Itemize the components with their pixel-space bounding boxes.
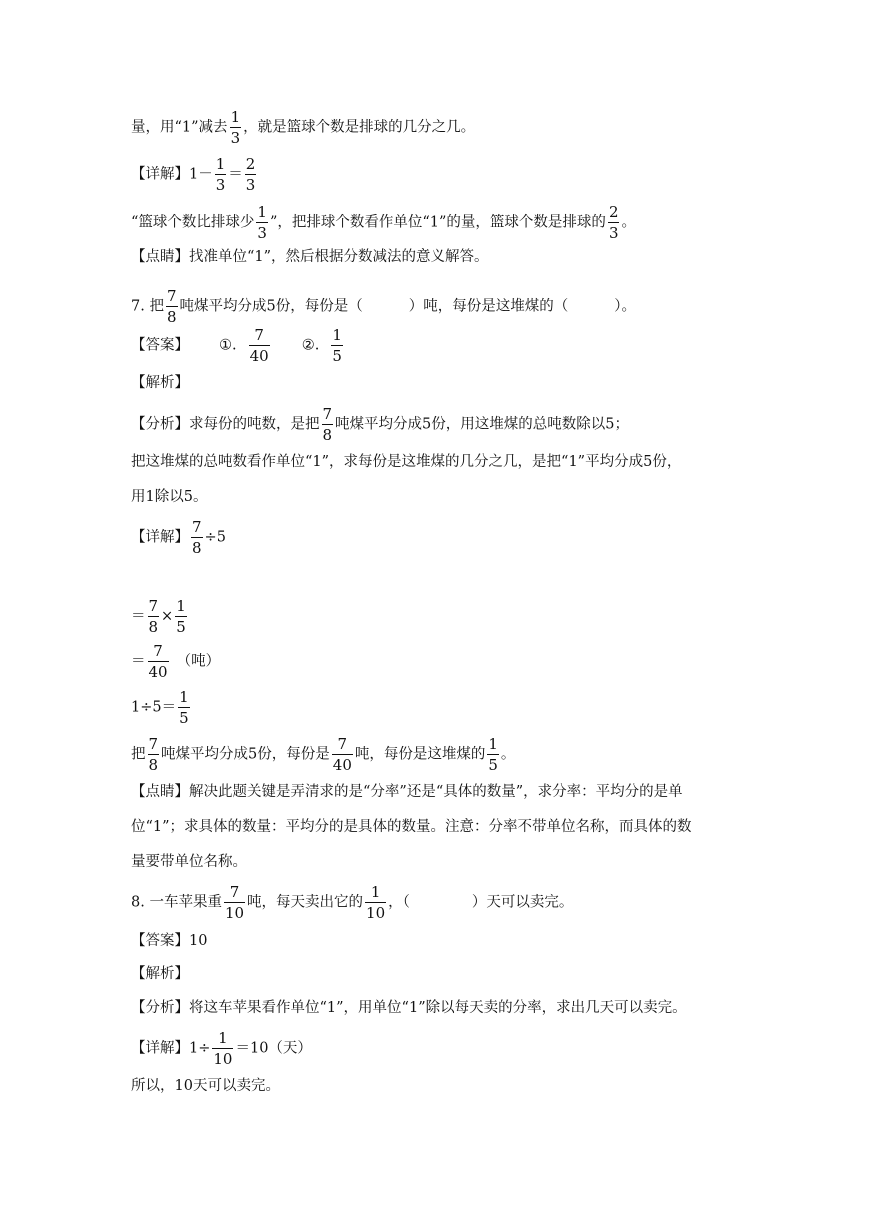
denominator: 3 — [608, 224, 619, 242]
numerator: 7 — [148, 735, 159, 753]
text: 把 — [131, 746, 146, 763]
denominator: 10 — [366, 904, 386, 922]
fraction — [365, 883, 386, 922]
numerator: 7 — [229, 883, 240, 901]
denominator: 3 — [215, 176, 226, 194]
text: 。 — [621, 214, 636, 231]
fraction — [148, 597, 160, 636]
numerator: 1 — [332, 326, 342, 344]
numerator: 1 — [488, 735, 498, 753]
detail-line — [131, 518, 226, 557]
fraction — [148, 642, 169, 681]
text: 解决此题关键是弄清求的是“分率”还是“具体的数量”，求分率：平均分的是单 — [189, 784, 683, 800]
text: 吨，每份是这堆煤的 — [354, 746, 486, 763]
fraction — [245, 155, 257, 194]
text: 找准单位“1”，然后根据分数减法的意义解答。 — [189, 249, 489, 265]
fraction — [215, 155, 227, 194]
key-point-line — [131, 247, 489, 267]
step-line — [131, 597, 189, 636]
section-tag: 【详解】 — [131, 529, 189, 546]
analysis-line — [131, 405, 629, 444]
denominator: 5 — [176, 618, 186, 636]
numerator: 7 — [148, 597, 159, 615]
text-line — [131, 203, 636, 242]
numerator: 2 — [608, 203, 619, 221]
text: 吨煤平均分成5份，每份是 — [161, 746, 330, 763]
section-tag: 【点睛】 — [131, 249, 189, 265]
text-line: 所以，10天可以卖完。 — [131, 1078, 280, 1094]
text: ）天可以卖完。 — [471, 894, 574, 911]
step-line — [131, 642, 220, 681]
numerator: 7 — [337, 735, 348, 753]
numerator: 7 — [153, 642, 163, 660]
text: 1÷5＝ — [131, 699, 177, 716]
conclusion-line — [131, 735, 515, 774]
text-line: 用1除以5。 — [131, 489, 208, 505]
text: “篮球个数比排球少 — [131, 214, 255, 231]
text: 量，用“1”减去 — [131, 119, 228, 136]
text: 。 — [500, 746, 516, 763]
denominator: 40 — [249, 347, 269, 365]
numerator: 7 — [192, 518, 202, 536]
text: ÷5 — [204, 529, 226, 546]
fraction — [608, 203, 620, 242]
text: ）。 — [614, 298, 636, 315]
text: 吨煤平均分成5份，用这堆煤的总吨数除以5； — [335, 416, 629, 433]
fraction — [178, 688, 190, 727]
section-tag: 【详解】 — [131, 166, 189, 183]
text-line: 位“1”；求具体的数量：平均分的是具体的数量。注意：分率不带单位名称，而具体的数 — [131, 819, 692, 835]
fraction — [249, 326, 270, 365]
denominator: 8 — [148, 618, 159, 636]
denominator: 40 — [148, 663, 168, 681]
denominator: 5 — [332, 347, 342, 365]
denominator: 3 — [245, 176, 256, 194]
analysis-line — [131, 998, 687, 1018]
text: × — [161, 608, 174, 625]
text: ，（ — [388, 894, 410, 911]
denominator: 5 — [179, 709, 189, 727]
text-line — [131, 108, 475, 147]
text: 吨，每天卖出它的 — [247, 894, 364, 911]
fraction — [148, 735, 160, 774]
section-tag: 【答案】 — [131, 933, 189, 949]
numerator: 1 — [370, 883, 381, 901]
numerator: 1 — [257, 203, 267, 221]
text: 将这车苹果看作单位“1”，用单位“1”除以每天卖的分率，求出几天可以卖完。 — [189, 1000, 687, 1016]
denominator: 10 — [213, 1050, 233, 1068]
denominator: 3 — [257, 224, 267, 242]
fraction — [212, 1029, 233, 1068]
numerator: 7 — [254, 326, 264, 344]
detail-line — [131, 1029, 312, 1068]
denominator: 5 — [488, 756, 498, 774]
text: 1÷ — [189, 1040, 211, 1057]
question-8 — [131, 883, 573, 922]
denominator: 3 — [230, 129, 241, 147]
text: ＝ — [228, 166, 243, 183]
fraction — [487, 735, 499, 774]
section-tag: 【点睛】 — [131, 784, 189, 800]
detail-line — [131, 155, 258, 194]
section-tag: 【答案】 — [131, 337, 189, 354]
fraction — [224, 883, 245, 922]
key-point-line — [131, 782, 683, 802]
answer-line — [131, 931, 207, 951]
denominator: 40 — [332, 756, 352, 774]
text: ）吨，每份是这堆煤的（ — [408, 298, 569, 315]
denominator: 10 — [224, 904, 245, 922]
text: （吨） — [176, 653, 221, 670]
denominator: 8 — [148, 756, 159, 774]
fraction — [166, 287, 178, 326]
fraction — [191, 518, 203, 557]
denominator: 8 — [192, 539, 202, 557]
answer-marker: ①. — [219, 337, 237, 354]
step-line — [131, 688, 192, 727]
text: 1－ — [189, 166, 213, 183]
text: ＝10（天） — [235, 1040, 312, 1057]
text: ＝ — [131, 608, 146, 625]
numerator: 1 — [230, 108, 241, 126]
analysis-heading: 【解析】 — [131, 966, 189, 982]
fraction — [230, 108, 242, 147]
section-tag: 【分析】 — [131, 416, 189, 433]
text: ＝ — [131, 653, 146, 670]
text: 吨煤平均分成5份，每份是（ — [179, 298, 363, 315]
text-line: 把这堆煤的总吨数看作单位“1”，求每份是这堆煤的几分之几，是把“1”平均分成5份， — [131, 454, 682, 470]
answer-value: 10 — [189, 933, 208, 949]
fraction — [331, 326, 343, 365]
numerator: 2 — [245, 155, 256, 173]
numerator: 1 — [218, 1029, 228, 1047]
answer-line — [131, 326, 345, 365]
denominator: 8 — [166, 308, 177, 326]
text-line: 量要带单位名称。 — [131, 854, 247, 870]
fraction — [175, 597, 187, 636]
fraction — [322, 405, 334, 444]
question-number: 7. 把 — [131, 298, 164, 315]
fraction — [256, 203, 268, 242]
numerator: 1 — [179, 688, 189, 706]
section-tag: 【分析】 — [131, 1000, 189, 1016]
text: ，就是篮球个数是排球的几分之几。 — [243, 119, 476, 136]
text: ”，把排球个数看作单位“1”的量，篮球个数是排球的 — [269, 214, 606, 231]
answer-marker: ②. — [301, 337, 320, 354]
fraction — [332, 735, 353, 774]
section-tag: 【详解】 — [131, 1040, 189, 1057]
question-number: 8. 一车苹果重 — [131, 894, 222, 911]
numerator: 7 — [322, 405, 333, 423]
analysis-heading: 【解析】 — [131, 375, 189, 391]
numerator: 7 — [166, 287, 177, 305]
text: 求每份的吨数，是把 — [189, 416, 320, 433]
numerator: 1 — [215, 155, 226, 173]
denominator: 8 — [322, 426, 333, 444]
numerator: 1 — [176, 597, 186, 615]
question-7 — [131, 287, 636, 326]
